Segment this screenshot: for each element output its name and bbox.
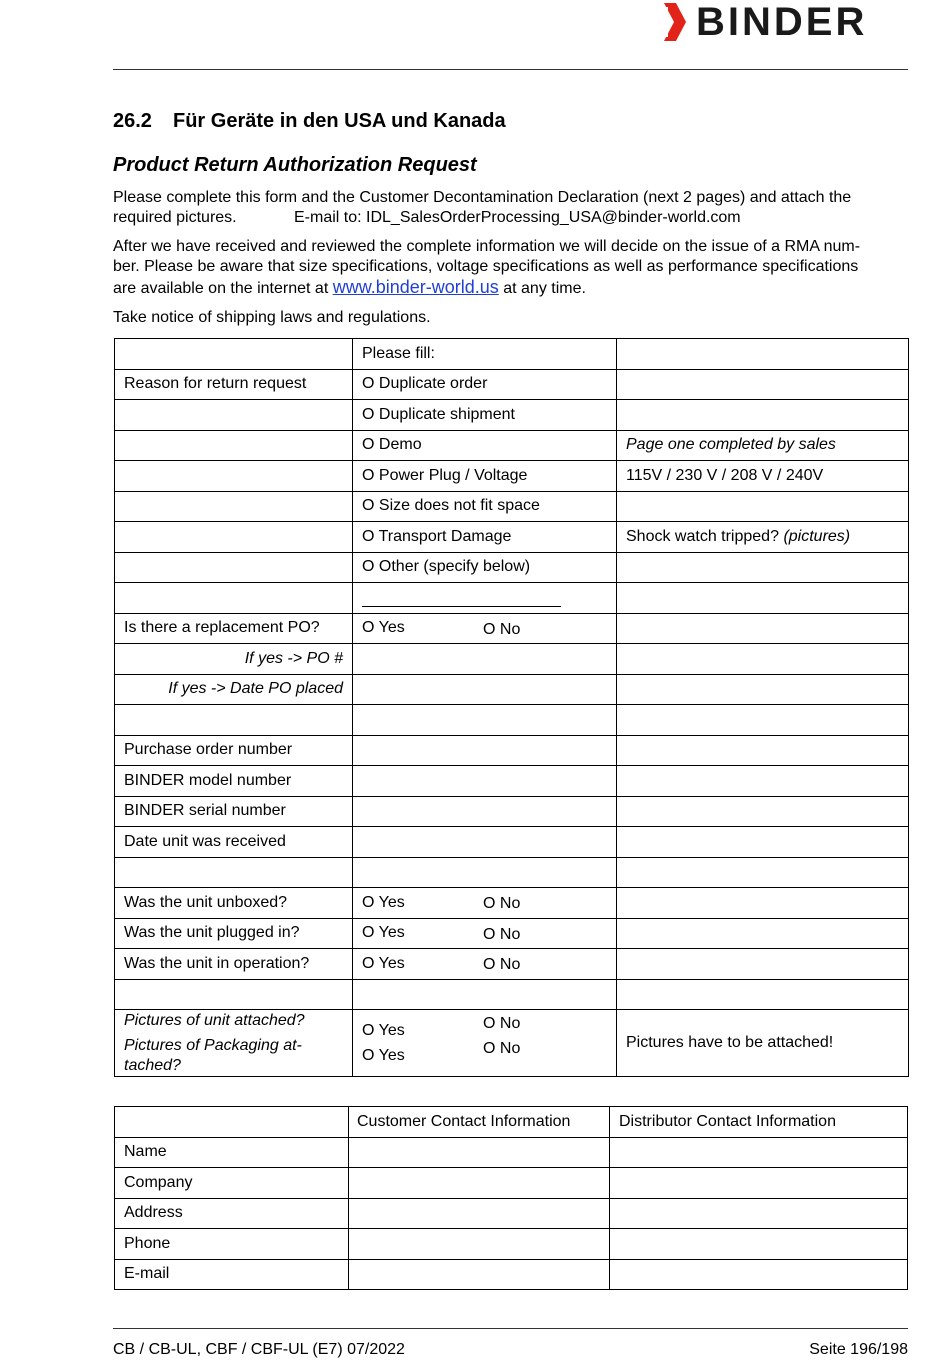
no-option[interactable] [483, 956, 520, 974]
radio-icon[interactable]: O [483, 925, 496, 943]
reason-label: Reason for return request [115, 369, 353, 400]
customer-name-field[interactable] [349, 1137, 610, 1168]
operation-label: Was the unit in operation? [115, 949, 353, 980]
radio-icon[interactable]: O [362, 924, 375, 942]
contact-row-label: Phone [115, 1229, 349, 1260]
radio-icon[interactable]: O [483, 1040, 496, 1057]
distributor-address-field[interactable] [610, 1198, 908, 1229]
option-duplicate-shipment[interactable] [353, 400, 617, 431]
contact-row-label: Address [115, 1198, 349, 1229]
table-row [115, 1198, 908, 1229]
customer-phone-field[interactable] [349, 1229, 610, 1260]
binder-logo [662, 2, 867, 42]
table-row [115, 888, 909, 919]
yes-option[interactable] [362, 894, 405, 911]
radio-icon[interactable]: O [483, 1015, 496, 1032]
model-number-field[interactable] [353, 766, 617, 797]
note-cell[interactable] [617, 552, 909, 583]
option-size[interactable] [353, 491, 617, 522]
yes-option[interactable] [362, 955, 405, 972]
no-option[interactable] [483, 621, 520, 639]
note-cell[interactable] [617, 644, 909, 675]
purchase-order-label: Purchase order number [115, 735, 353, 766]
note-cell[interactable] [617, 674, 909, 705]
pictures-packaging-label: Pictures of Packaging at-tached? [124, 1036, 302, 1074]
footer-document-id: CB / CB-UL, CBF / CBF-UL (E7) 07/2022 [113, 1341, 405, 1358]
yes-label: Yes [378, 1021, 405, 1039]
option-label: Size does not fit space [378, 497, 540, 515]
table-row [115, 735, 909, 766]
shock-watch-text: Shock watch tripped? [626, 527, 779, 545]
no-label: No [499, 895, 521, 912]
table-row [115, 430, 909, 461]
contact-row-label: Name [115, 1137, 349, 1168]
table-row [115, 1168, 908, 1199]
footer-page-number: Seite 196/198 [809, 1341, 908, 1358]
option-label: Other (specify below) [378, 558, 531, 576]
footer-rule [113, 1328, 908, 1329]
date-received-label: Date unit was received [115, 827, 353, 858]
radio-icon[interactable]: O [362, 527, 375, 545]
radio-icon[interactable]: O [362, 1046, 375, 1064]
form-subtitle: Product Return Authorization Request [113, 154, 477, 176]
header-rule [113, 69, 908, 70]
customer-company-field[interactable] [349, 1168, 610, 1199]
date-received-field[interactable] [353, 827, 617, 858]
radio-icon[interactable]: O [483, 620, 496, 638]
radio-icon[interactable]: O [362, 893, 375, 911]
note-cell[interactable] [617, 949, 909, 980]
blank-line[interactable] [362, 590, 561, 607]
yes-option[interactable] [362, 619, 405, 636]
demo-note: Page one completed by sales [617, 430, 909, 461]
table-row [115, 522, 909, 553]
pictures-unit-label: Pictures of unit attached? [124, 1011, 305, 1029]
radio-icon[interactable]: O [483, 895, 496, 912]
no-option[interactable] [483, 895, 520, 913]
table-row [115, 979, 909, 1010]
table-row [115, 1107, 908, 1138]
table-row [115, 857, 909, 888]
note-cell[interactable] [617, 400, 909, 431]
table-row [115, 552, 909, 583]
table-row [115, 949, 909, 980]
plugged-choice[interactable] [353, 918, 617, 949]
shipping-notice: Take notice of shipping laws and regulations. [113, 309, 431, 326]
rma-paragraph-line1: After we have received and reviewed the complete information we will decide on the issue of a RMA num- [113, 238, 861, 255]
table-row [115, 491, 909, 522]
serial-number-field[interactable] [353, 796, 617, 827]
option-power-plug[interactable] [353, 461, 617, 492]
po-date-field[interactable] [353, 674, 617, 705]
radio-icon[interactable]: O [362, 619, 375, 637]
table-row [115, 918, 909, 949]
intro-paragraph-line1: Please complete this form and the Customer Decontamination Declaration (next 2 pages) and attach the [113, 189, 852, 206]
table-row [115, 1137, 908, 1168]
operation-choice[interactable] [353, 949, 617, 980]
email-instruction: E-mail to: IDL_SalesOrderProcessing_USA@binder-world.com [294, 209, 741, 226]
contact-row-label: Company [115, 1168, 349, 1199]
no-label: No [499, 620, 521, 638]
section-number: 26.2 [113, 110, 152, 132]
radio-icon[interactable]: O [362, 497, 375, 515]
rma-paragraph-line2: ber. Please be aware that size specifications, voltage specifications as well as performance specifications [113, 258, 859, 275]
distributor-name-field[interactable] [610, 1137, 908, 1168]
contact-table [114, 1106, 908, 1290]
note-cell[interactable] [617, 918, 909, 949]
serial-number-label: BINDER serial number [115, 796, 353, 827]
option-label: Transport Damage [378, 527, 512, 545]
contact-row-label: E-mail [115, 1259, 349, 1290]
distributor-company-field[interactable] [610, 1168, 908, 1199]
radio-icon[interactable]: O [362, 375, 375, 393]
option-transport-damage[interactable] [353, 522, 617, 553]
radio-icon[interactable]: O [483, 956, 496, 973]
po-date-label: If yes -> Date PO placed [115, 674, 353, 705]
required-pictures-text: required pictures. [113, 209, 237, 226]
yes-label: Yes [378, 954, 405, 972]
no-option[interactable] [483, 1015, 520, 1033]
table-row [115, 705, 909, 736]
model-number-label: BINDER model number [115, 766, 353, 797]
yes-label: Yes [378, 1046, 405, 1064]
distributor-phone-field[interactable] [610, 1229, 908, 1260]
table-row [115, 339, 909, 370]
table-row [115, 400, 909, 431]
po-number-field[interactable] [353, 644, 617, 675]
section-title: Für Geräte in den USA und Kanada [173, 110, 506, 132]
note-cell[interactable] [617, 796, 909, 827]
brand-name: BINDER [696, 0, 868, 44]
pictures-choice[interactable] [353, 1010, 617, 1077]
voltage-note: 115V / 230 V / 208 V / 240V [617, 461, 909, 492]
no-label: No [499, 925, 521, 943]
yes-option[interactable] [362, 924, 405, 941]
note-cell[interactable] [617, 369, 909, 400]
pictures-labels [115, 1010, 353, 1077]
radio-icon[interactable]: O [362, 558, 375, 576]
other-specify-field[interactable] [353, 583, 617, 614]
pictures-note: Pictures have to be attached! [617, 1010, 909, 1077]
please-fill-label: Please fill: [353, 339, 617, 370]
pictures-hint: (pictures) [783, 527, 851, 545]
table-row [115, 674, 909, 705]
table-row [115, 369, 909, 400]
rma-paragraph-line3 [113, 277, 908, 300]
note-cell[interactable] [617, 766, 909, 797]
shock-watch-note [617, 522, 909, 553]
table-row [115, 1010, 909, 1077]
table-row [115, 1229, 908, 1260]
unboxed-label: Was the unit unboxed? [115, 888, 353, 919]
yes-label: Yes [378, 619, 405, 637]
option-demo[interactable] [353, 430, 617, 461]
table-row [115, 644, 909, 675]
note-cell[interactable] [617, 827, 909, 858]
table-row [115, 766, 909, 797]
customer-contact-header: Customer Contact Information [349, 1107, 610, 1138]
yes-label: Yes [378, 924, 405, 942]
no-option[interactable] [483, 1040, 520, 1058]
note-cell[interactable] [617, 888, 909, 919]
replacement-po-label: Is there a replacement PO? [115, 613, 353, 644]
no-label: No [499, 1015, 521, 1032]
distributor-email-field[interactable] [610, 1259, 908, 1290]
unboxed-choice[interactable] [353, 888, 617, 919]
note-cell[interactable] [617, 735, 909, 766]
binder-logo-mark-icon [662, 3, 688, 41]
no-label: No [499, 1040, 521, 1057]
no-option[interactable] [483, 926, 520, 944]
intro-paragraph-line2 [113, 208, 908, 229]
no-label: No [499, 956, 521, 973]
po-number-label: If yes -> PO # [115, 644, 353, 675]
replacement-po-choice[interactable] [353, 613, 617, 644]
table-row [115, 461, 909, 492]
table-row [115, 1259, 908, 1290]
rma-text-a: are available on the internet at [113, 280, 329, 297]
rma-text-b: at any time. [503, 280, 586, 297]
table-row [115, 827, 909, 858]
purchase-order-field[interactable] [353, 735, 617, 766]
radio-icon[interactable]: O [362, 405, 375, 423]
option-duplicate-order[interactable] [353, 369, 617, 400]
table-row [115, 796, 909, 827]
customer-address-field[interactable] [349, 1198, 610, 1229]
radio-icon[interactable]: O [362, 954, 375, 972]
option-label: Duplicate order [378, 375, 488, 393]
table-row [115, 583, 909, 614]
radio-icon[interactable]: O [362, 436, 375, 454]
option-label: Power Plug / Voltage [378, 466, 528, 484]
plugged-label: Was the unit plugged in? [115, 918, 353, 949]
table-row [115, 613, 909, 644]
yes-label: Yes [378, 893, 405, 911]
option-label: Demo [378, 436, 422, 454]
customer-email-field[interactable] [349, 1259, 610, 1290]
note-cell[interactable] [617, 491, 909, 522]
note-cell[interactable] [617, 613, 909, 644]
distributor-contact-header: Distributor Contact Information [610, 1107, 908, 1138]
radio-icon[interactable]: O [362, 1021, 375, 1039]
option-other[interactable] [353, 552, 617, 583]
return-request-table [114, 338, 909, 1077]
option-label: Duplicate shipment [378, 405, 515, 423]
radio-icon[interactable]: O [362, 466, 375, 484]
note-cell[interactable] [617, 583, 909, 614]
binder-website-link[interactable]: www.binder-world.us [332, 277, 499, 297]
